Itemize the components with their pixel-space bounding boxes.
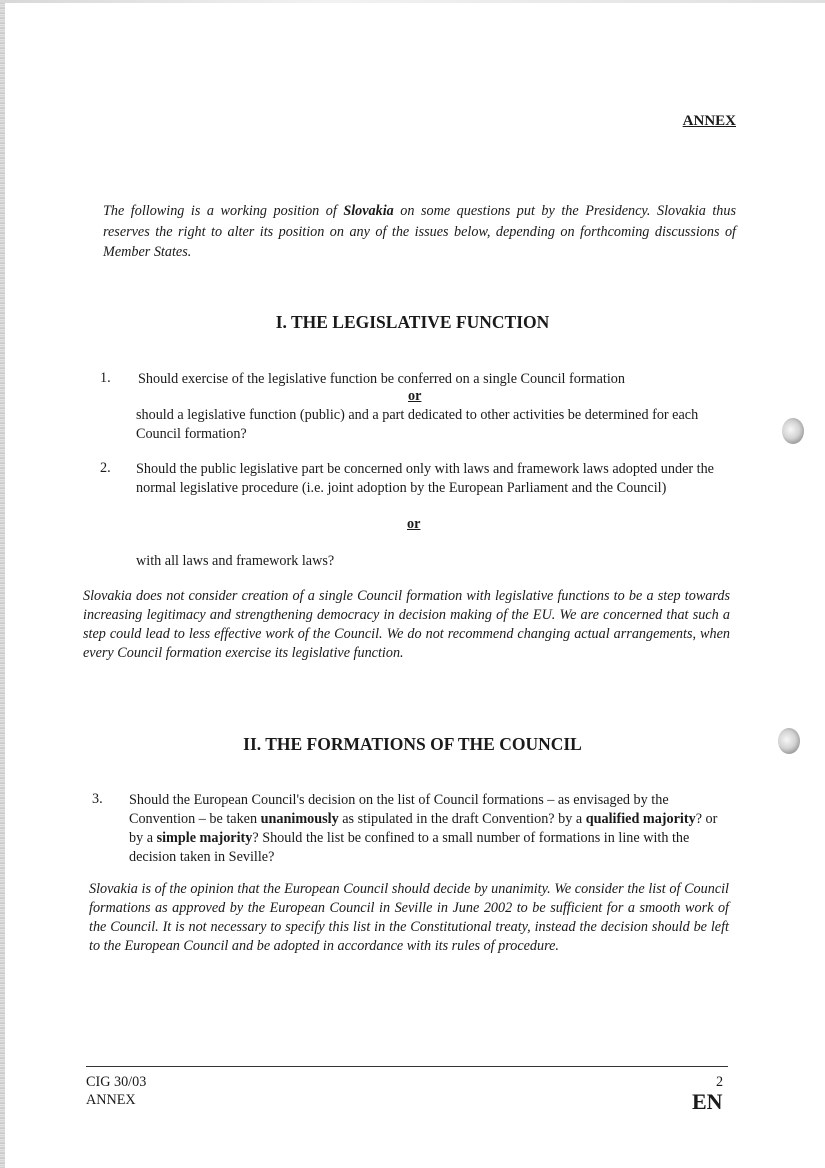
q3-bold-qualified-majority: qualified majority (585, 811, 696, 827)
question-1-text-a: Should exercise of the legislative function be conferred on a single Council formation (138, 371, 625, 387)
q3-bold-unanimously: unanimously (260, 811, 339, 827)
footer-doc-ref: CIG 30/03 (86, 1074, 147, 1090)
question-3-text (129, 791, 732, 867)
scan-top-edge (0, 0, 825, 3)
section-1-answer: Slovakia does not consider creation of a single Council formation with legislative functions to be a step towards increasing legitimacy and strengthening democracy in decision making of the EU. We are concerned that such a step could lead to less effective work of the Council. We do not recommend changing actual arrangements, when every Council formation exercise its legislative function. (83, 588, 730, 661)
question-1-or: or (408, 388, 422, 404)
q3-bold-simple-majority: simple majority (156, 830, 253, 846)
footer-page-number: 2 (716, 1074, 724, 1090)
q3-text-3: ? or by a (129, 811, 718, 846)
question-2-number: 2. (100, 460, 111, 476)
punch-hole-upper (782, 418, 804, 444)
question-2-or: or (407, 516, 421, 532)
section-2-heading: II. THE FORMATIONS OF THE COUNCIL (243, 734, 582, 754)
intro-text-1: The following is a working position of (103, 203, 344, 219)
footer-language-code: EN (692, 1089, 723, 1114)
footer-rule (86, 1066, 728, 1067)
question-2-text-a: Should the public legislative part be concerned only with laws and framework laws adopted under the normal legislative procedure (i.e. joint adoption by the European Parliament and the Council) (136, 461, 714, 496)
intro-text-2: on some questions put by the Presidency. Slovakia thus reserves the right to alter its position on any of the issues below, depending on forthcoming discussions of Member States. (103, 203, 736, 260)
section-2-answer: Slovakia is of the opinion that the European Council should decide by unanimity. We consider the list of Council formations as approved by the European Council in Seville in June 2002 to be sufficient for a smooth work of the Council. It is not necessary to specify this list in the Constitutional treaty, instead the decision should be left to the European Council and be adopted in accordance with its rules of procedure. (89, 881, 729, 954)
question-1-number: 1. (100, 370, 111, 386)
scan-edge (0, 0, 5, 1168)
question-2-text-b: with all laws and framework laws? (136, 553, 335, 569)
section-1-heading: I. THE LEGISLATIVE FUNCTION (275, 312, 550, 332)
question-3-number: 3. (92, 791, 103, 807)
intro-paragraph (103, 201, 736, 263)
footer-annex: ANNEX (86, 1092, 136, 1108)
q3-text-1: Should the European Council's decision on the list of Council formations – as envisaged by the Convention – be taken (129, 792, 669, 827)
intro-country: Slovakia (343, 203, 394, 219)
q3-text-2: as stipulated in the draft Convention? by a (338, 811, 586, 827)
q3-text-4: ? Should the list be confined to a small number of formations in line with the decision taken in Seville? (129, 830, 690, 865)
question-1-text-b: should a legislative function (public) and a part dedicated to other activities be determined for each Council formation? (136, 407, 699, 442)
annex-title: ANNEX (682, 113, 736, 129)
